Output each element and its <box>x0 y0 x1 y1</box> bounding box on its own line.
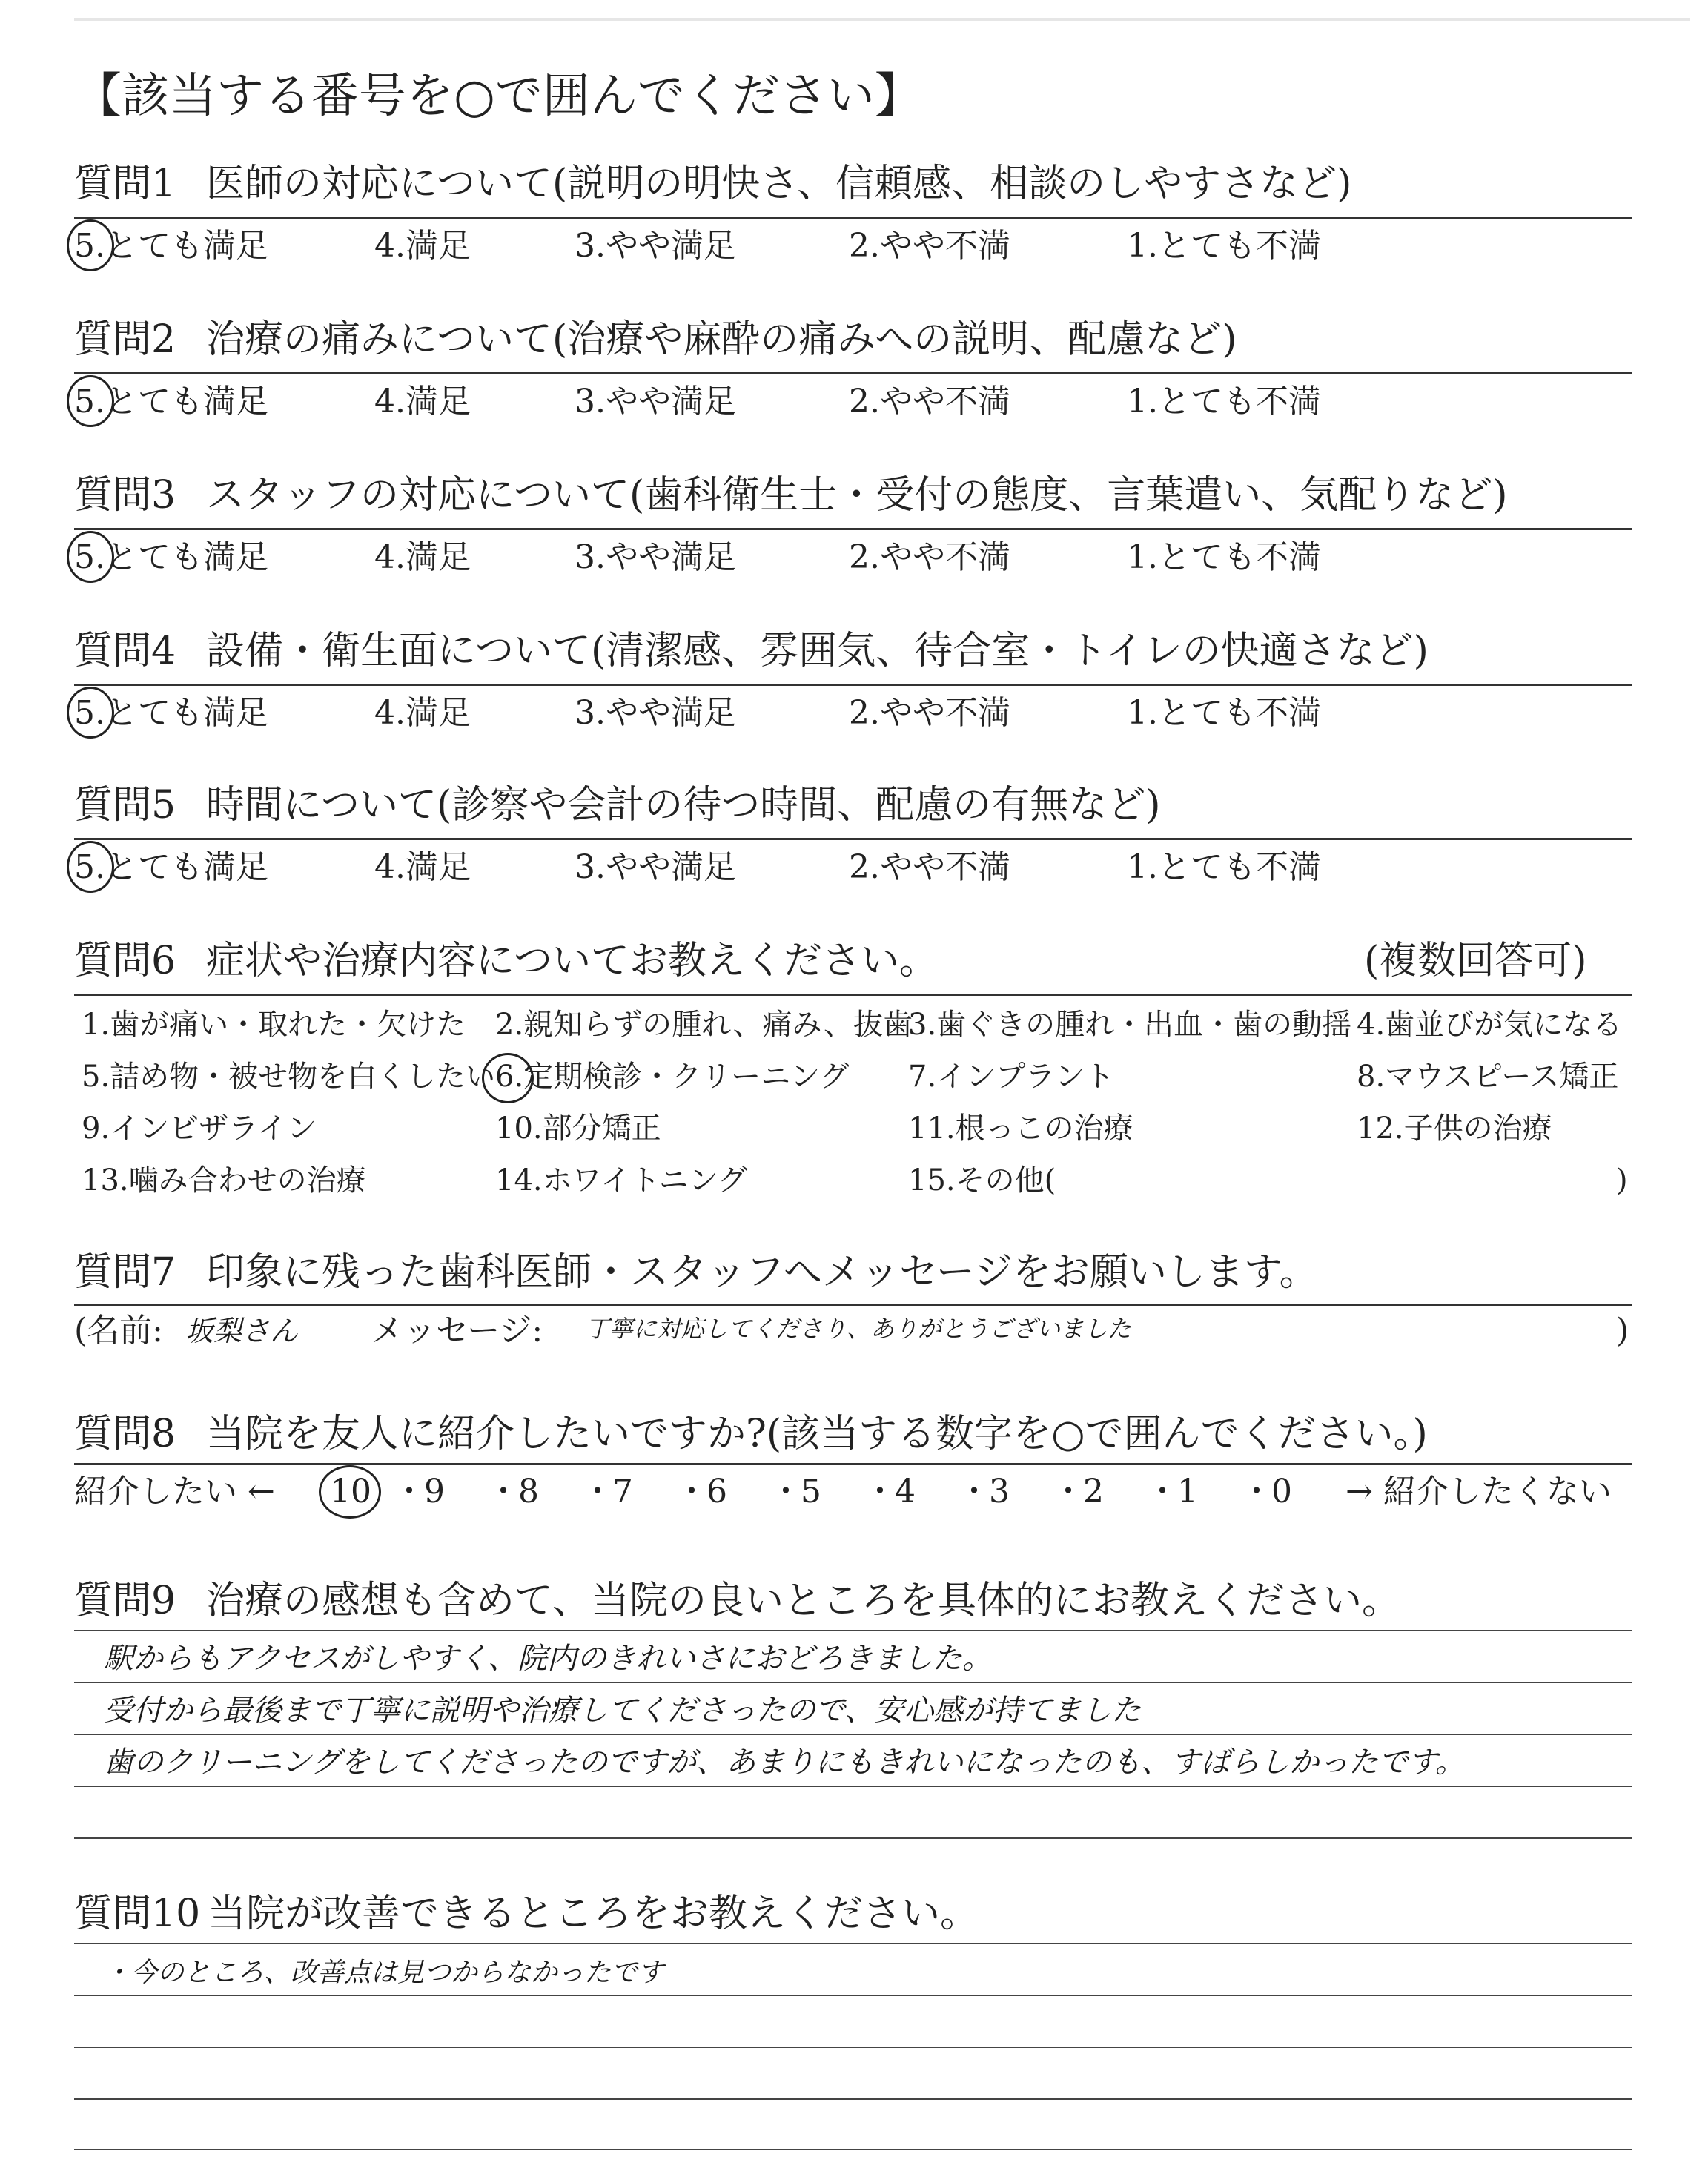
q5-option-2[interactable]: 2.やや不満 <box>849 848 1010 886</box>
q3-option-4[interactable]: 4.満足 <box>374 538 471 576</box>
selection-circle <box>67 375 114 427</box>
q10-line-5 <box>74 2149 1632 2150</box>
q6-option-6[interactable]: 6.定期検診・クリーニング <box>495 1060 850 1094</box>
q7-close-paren: ) <box>1616 1312 1629 1350</box>
q9-answer-2: 受付から最後まで丁寧に説明や治療してくださったので、安心感が持てました <box>104 1694 1142 1728</box>
q8-separator: ・ <box>487 1473 520 1510</box>
q8-score-8[interactable]: 8 <box>518 1473 539 1510</box>
q2-option-5[interactable]: 5.とても満足 <box>74 383 268 420</box>
q4-option-3[interactable]: 3.やや満足 <box>575 694 736 732</box>
q3-label: 質問3 <box>74 473 176 518</box>
q7-label: 質問7 <box>74 1250 176 1295</box>
q7-text: 印象に残った歯科医師・スタッフへメッセージをお願いします。 <box>206 1250 1318 1295</box>
q7-name-label: (名前: <box>74 1312 163 1350</box>
q5-rule <box>74 838 1632 840</box>
q8-score-2[interactable]: 2 <box>1083 1473 1104 1510</box>
q2-option-4[interactable]: 4.満足 <box>374 383 471 420</box>
q3-option-3[interactable]: 3.やや満足 <box>575 538 736 576</box>
q2-rule <box>74 372 1632 374</box>
q8-left-label: 紹介したい ← <box>74 1473 275 1510</box>
q8-score-3[interactable]: 3 <box>989 1473 1010 1510</box>
q1-label: 質問1 <box>74 162 176 206</box>
page-heading: 【該当する番号を○で囲んでください】 <box>74 69 922 124</box>
q6-option-10[interactable]: 10.部分矯正 <box>495 1112 661 1146</box>
q1-option-5[interactable]: 5.とても満足 <box>74 227 268 265</box>
q6-option-9[interactable]: 9.インビザライン <box>82 1112 317 1146</box>
q10-line-1 <box>74 1943 1632 1944</box>
q8-score-0[interactable]: 0 <box>1271 1473 1292 1510</box>
q8-separator: ・ <box>393 1473 426 1510</box>
q10-line-2 <box>74 1995 1632 1996</box>
q3-option-5[interactable]: 5.とても満足 <box>74 538 268 576</box>
q7-message-value: 丁寧に対応してくださり、ありがとうございました <box>586 1315 1132 1343</box>
q6-option-3[interactable]: 3.歯ぐきの腫れ・出血・歯の動揺 <box>908 1008 1352 1042</box>
q4-option-5[interactable]: 5.とても満足 <box>74 694 268 732</box>
q8-separator: ・ <box>958 1473 990 1510</box>
q6-option-7[interactable]: 7.インプラント <box>908 1060 1115 1094</box>
q8-separator: ・ <box>864 1473 896 1510</box>
q6-option-14[interactable]: 14.ホワイトニング <box>495 1163 748 1198</box>
q5-label: 質問5 <box>74 783 176 828</box>
q5-option-1[interactable]: 1.とても不満 <box>1127 848 1321 886</box>
q6-note: (複数回答可) <box>1364 939 1587 983</box>
q8-score-6[interactable]: 6 <box>706 1473 727 1510</box>
q3-rule <box>74 528 1632 530</box>
q4-text: 設備・衛生面について(清潔感、雰囲気、待合室・トイレの快適さなど) <box>206 629 1429 673</box>
q10-answer-1: ・今のところ、改善点は見つからなかったです <box>104 1958 665 1988</box>
q10-text: 当院が改善できるところをお教えください。 <box>208 1892 979 1936</box>
selection-circle <box>482 1053 534 1103</box>
q1-rule <box>74 217 1632 219</box>
q6-option-13[interactable]: 13.噛み合わせの治療 <box>82 1163 366 1198</box>
q9-line-5 <box>74 1837 1632 1839</box>
q4-rule <box>74 684 1632 686</box>
q9-line-2 <box>74 1682 1632 1683</box>
q6-option-16[interactable]: ) <box>1616 1163 1628 1198</box>
q2-text: 治療の痛みについて(治療や麻酔の痛みへの説明、配慮など) <box>206 317 1237 362</box>
q9-line-1 <box>74 1630 1632 1631</box>
q6-option-2[interactable]: 2.親知らずの腫れ、痛み、抜歯 <box>495 1008 913 1042</box>
q2-option-1[interactable]: 1.とても不満 <box>1127 383 1321 420</box>
q6-option-1[interactable]: 1.歯が痛い・取れた・欠けた <box>82 1008 466 1042</box>
q4-option-1[interactable]: 1.とても不満 <box>1127 694 1321 732</box>
q5-option-3[interactable]: 3.やや満足 <box>575 848 736 886</box>
q4-option-2[interactable]: 2.やや不満 <box>849 694 1010 732</box>
q1-text: 医師の対応について(説明の明快さ、信頼感、相談のしやすさなど) <box>206 162 1352 206</box>
q1-option-1[interactable]: 1.とても不満 <box>1127 227 1321 265</box>
q8-score-10[interactable]: 10 <box>330 1473 371 1510</box>
q10-line-3 <box>74 2047 1632 2048</box>
q8-rule <box>74 1463 1632 1465</box>
q9-line-3 <box>74 1734 1632 1735</box>
q8-right-label: → 紹介したくない <box>1345 1473 1612 1510</box>
q8-separator: ・ <box>1052 1473 1085 1510</box>
q6-option-11[interactable]: 11.根っこの治療 <box>908 1112 1133 1146</box>
q6-rule <box>74 994 1632 996</box>
q8-score-9[interactable]: 9 <box>424 1473 445 1510</box>
q9-label: 質問9 <box>74 1579 176 1623</box>
q1-option-4[interactable]: 4.満足 <box>374 227 471 265</box>
q8-score-5[interactable]: 5 <box>801 1473 821 1510</box>
q7-name-value: 坂梨さん <box>185 1315 299 1347</box>
q6-option-12[interactable]: 12.子供の治療 <box>1357 1112 1552 1146</box>
q8-score-1[interactable]: 1 <box>1177 1473 1198 1510</box>
q8-separator: ・ <box>675 1473 708 1510</box>
q5-option-5[interactable]: 5.とても満足 <box>74 848 268 886</box>
q8-separator: ・ <box>769 1473 802 1510</box>
selection-circle <box>67 219 114 271</box>
q7-rule <box>74 1304 1632 1306</box>
q9-text: 治療の感想も含めて、当院の良いところを具体的にお教えください。 <box>206 1579 1400 1623</box>
q8-score-7[interactable]: 7 <box>612 1473 633 1510</box>
q1-option-2[interactable]: 2.やや不満 <box>849 227 1010 265</box>
q10-label: 質問10 <box>74 1892 201 1936</box>
q8-separator: ・ <box>1146 1473 1179 1510</box>
q6-text: 症状や治療内容についてお教えください。 <box>206 939 938 983</box>
q8-text: 当院を友人に紹介したいですか?(該当する数字を○で囲んでください。) <box>206 1412 1428 1456</box>
q6-option-8[interactable]: 8.マウスピース矯正 <box>1357 1060 1619 1094</box>
q6-option-5[interactable]: 5.詰め物・被せ物を白くしたい <box>82 1060 496 1094</box>
scan-edge <box>74 18 1690 21</box>
q2-option-2[interactable]: 2.やや不満 <box>849 383 1010 420</box>
q4-label: 質問4 <box>74 629 176 673</box>
q4-option-4[interactable]: 4.満足 <box>374 694 471 732</box>
q2-option-3[interactable]: 3.やや満足 <box>575 383 736 420</box>
selection-circle <box>319 1465 381 1519</box>
q9-answer-1: 駅からもアクセスがしやすく、院内のきれいさにおどろきました。 <box>104 1642 992 1676</box>
q8-separator: ・ <box>1240 1473 1273 1510</box>
q10-line-4 <box>74 2098 1632 2100</box>
selection-circle <box>67 531 114 583</box>
q8-label: 質問8 <box>74 1412 176 1456</box>
selection-circle <box>67 841 114 893</box>
q6-option-15[interactable]: 15.その他( <box>908 1163 1056 1198</box>
q1-option-3[interactable]: 3.やや満足 <box>575 227 736 265</box>
q8-separator: ・ <box>581 1473 614 1510</box>
q3-option-1[interactable]: 1.とても不満 <box>1127 538 1321 576</box>
q2-label: 質問2 <box>74 317 176 362</box>
q9-answer-3: 歯のクリーニングをしてくださったのですが、あまりにもきれいになったのも、すばらしかったです。 <box>104 1745 1465 1780</box>
q9-line-4 <box>74 1786 1632 1787</box>
q8-score-4[interactable]: 4 <box>895 1473 916 1510</box>
selection-circle <box>67 687 114 739</box>
q3-text: スタッフの対応について(歯科衛生士・受付の態度、言葉遣い、気配りなど) <box>206 473 1508 518</box>
q6-label: 質問6 <box>74 939 176 983</box>
q5-option-4[interactable]: 4.満足 <box>374 848 471 886</box>
q6-option-4[interactable]: 4.歯並びが気になる <box>1357 1008 1623 1042</box>
q3-option-2[interactable]: 2.やや不満 <box>849 538 1010 576</box>
q7-message-label: メッセージ: <box>371 1312 543 1350</box>
q5-text: 時間について(診察や会計の待つ時間、配慮の有無など) <box>206 783 1161 828</box>
